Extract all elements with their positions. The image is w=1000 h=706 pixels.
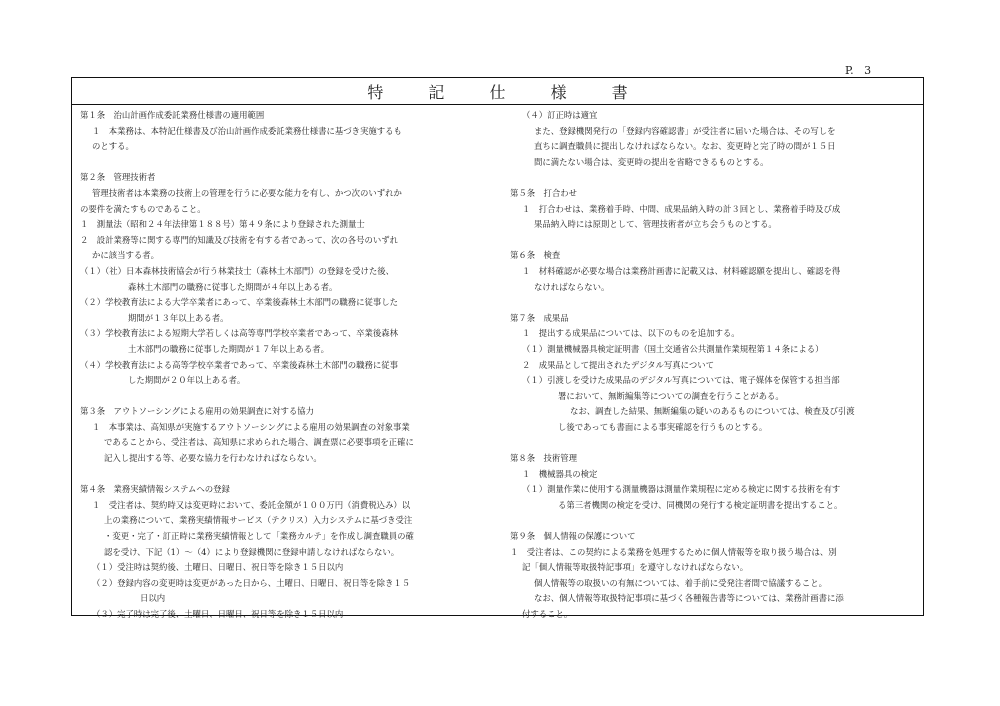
article-4-text: 上の業務について、業務実績情報サービス（テクリス）入力システムに基づき受注 [104,515,413,526]
article-4-text: 直ちに調査職員に提出しなければならない。なお、変更時と完了時の間が１５日 [534,141,836,152]
document-title: 特 記 仕 様 書 [367,82,648,102]
article-3-heading: 第３条 アウトソーシングによる雇用の効果調査に対する協力 [80,406,314,417]
article-3-text: １ 本事業は、高知県が実施するアウトソーシングによる雇用の効果調査の対象事業 [92,421,410,432]
article-4-text: 認を受け、下記（1）～（4）により登録機関に登録申請しなければならない。 [104,546,400,557]
article-8-item: （１）測量作業に使用する測量機器は測量作業規程に定める検定に関する技術を有す [522,484,841,495]
article-6-heading: 第６条 検査 [510,250,561,261]
article-4-item: 日以内 [140,593,166,604]
article-7-item: 署において、無断編集等についての調査を行うことがある。 [558,390,784,401]
article-1-text: １ 本業務は、本特記仕様書及び治山計画作成委託業務仕様書に基づき実施するも [92,125,402,136]
article-3-text: であることから、受注者は、高知県に求められた場合、調査票に必要事項を正確に [104,437,414,448]
article-2-text: かに該当する者。 [92,250,159,261]
article-2-heading: 第２条 管理技術者 [80,172,156,183]
article-4-text: また、登録機関発行の「登録内容確認書」が受注者に届いた場合は、その写しを [534,125,836,136]
article-4-heading: 第４条 業務実績情報システムへの登録 [80,484,230,495]
article-2-item: した期間が２０年以上ある者。 [128,375,246,386]
article-2-item: （１）（社）日本森林技術協会が行う林業技士（森林土木部門）の登録を受けた後、 [80,265,395,276]
article-8-text: １ 機械器具の検定 [522,468,598,479]
article-4-text: 間に満たない場合は、変更時の提出を省略できるものとする。 [534,156,769,167]
right-column [510,108,914,623]
article-6-text: なければならない。 [534,281,610,292]
title-bar [72,78,923,105]
article-1-heading: 第１条 治山計画作成委託業務仕様書の適用範囲 [80,110,265,120]
article-8-item: る第三者機関の検定を受け、同機関の発行する検定証明書を提出すること。 [558,499,843,510]
article-5-text: １ 打合わせは、業務着手時、中間、成果品納入時の計３回とし、業務着手時及び成 [522,203,841,214]
article-7-text: １ 提出する成果品については、以下のものを追加する。 [522,328,740,339]
article-2-text: １ 測量法（昭和２４年法律第１８８号）第４９条により登録された測量士 [80,219,365,230]
article-8-heading: 第８条 技術管理 [510,453,577,464]
article-2-item: （２）学校教育法による大学卒業者にあって、卒業後森林土木部門の職務に従事した [80,297,398,308]
article-2-item: 期間が１３年以上ある者。 [128,312,229,323]
article-4-item: （１）受注時は契約後、土曜日、日曜日、祝日等を除き１５日以内 [92,562,344,573]
article-9-text: 記「個人情報等取扱特記事項」を遵守しなければならない。 [522,562,749,573]
article-9-text: なお、個人情報等取扱特記事項に基づく各種報告書等については、業務計画書に添 [534,593,844,604]
article-7-item: し後であっても書面による事実確認を行うものとする。 [558,421,768,432]
article-2-item: （３）学校教育法による短期大学若しくは高等専門学校卒業者であって、卒業後森林 [80,328,398,339]
article-2-item: （４）学校教育法による高等学校卒業者であって、卒業後森林土木部門の職務に従事 [80,359,398,370]
article-7-item: なお、調査した結果、無断編集の疑いのあるものについては、検査及び引渡 [570,406,855,417]
article-9-text: 個人情報等の取扱いの有無については、着手前に受発注者間で協議すること。 [534,577,827,588]
article-2-item: 土木部門の職務に従事した期間が１７年以上ある者。 [128,343,329,354]
article-7-heading: 第７条 成果品 [510,312,569,323]
article-4-item: （４）訂正時は適宜 [522,110,598,120]
article-1-text: のとする。 [92,141,134,152]
article-4-text: １ 受注者は、契約時又は変更時において、委託金額が１００万円（消費税込み）以 [92,499,411,510]
article-9-text: １ 受注者は、この契約による業務を処理するために個人情報等を取り扱う場合は、別 [510,546,837,557]
article-4-text: ・変更・完了・訂正時に業務実績情報として「業務カルテ」を作成し調査職員の確 [104,531,414,542]
left-column [80,108,478,623]
article-5-text: 果品納入時には原則として、管理技術者が立ち会うものとする。 [534,219,777,230]
document-frame [71,77,924,619]
article-6-text: １ 材料確認が必要な場合は業務計画書に記載又は、材料確認願を提出し、確認を得 [522,265,841,276]
article-9-text: 付すること。 [522,609,573,619]
article-9-heading: 第９条 個人情報の保護について [510,531,636,542]
page-number: P. 3 [845,64,872,77]
article-7-text: ２ 成果品として提出されたデジタル写真について [522,359,714,370]
article-4-item: （２）登録内容の変更時は変更があった日から、土曜日、日曜日、祝日等を除き１５ [92,577,411,588]
article-2-text: ２ 設計業務等に関する専門的知識及び技術を有する者であって、次の各号のいずれ [80,234,398,245]
article-2-text: の要件を満たすものであること。 [80,203,206,214]
article-5-heading: 第５条 打合わせ [510,187,577,198]
article-7-item: （１）測量機械器具検定証明書（国土交通省公共測量作業規程第１４条による） [522,343,824,354]
article-3-text: 記入し提出する等、必要な協力を行わなければならない。 [104,453,322,464]
article-4-item: （３）完了時は完了後、土曜日、日曜日、祝日等を除き１５日以内 [92,609,344,619]
article-2-text: 管理技術者は本業務の技術上の管理を行うに必要な能力を有し、かつ次のいずれか [92,187,402,198]
article-2-item: 森林土木部門の職務に従事した期間が４年以上ある者。 [128,281,338,292]
article-7-item: （１）引渡しを受けた成果品のデジタル写真については、電子媒体を保管する担当部 [522,375,840,386]
